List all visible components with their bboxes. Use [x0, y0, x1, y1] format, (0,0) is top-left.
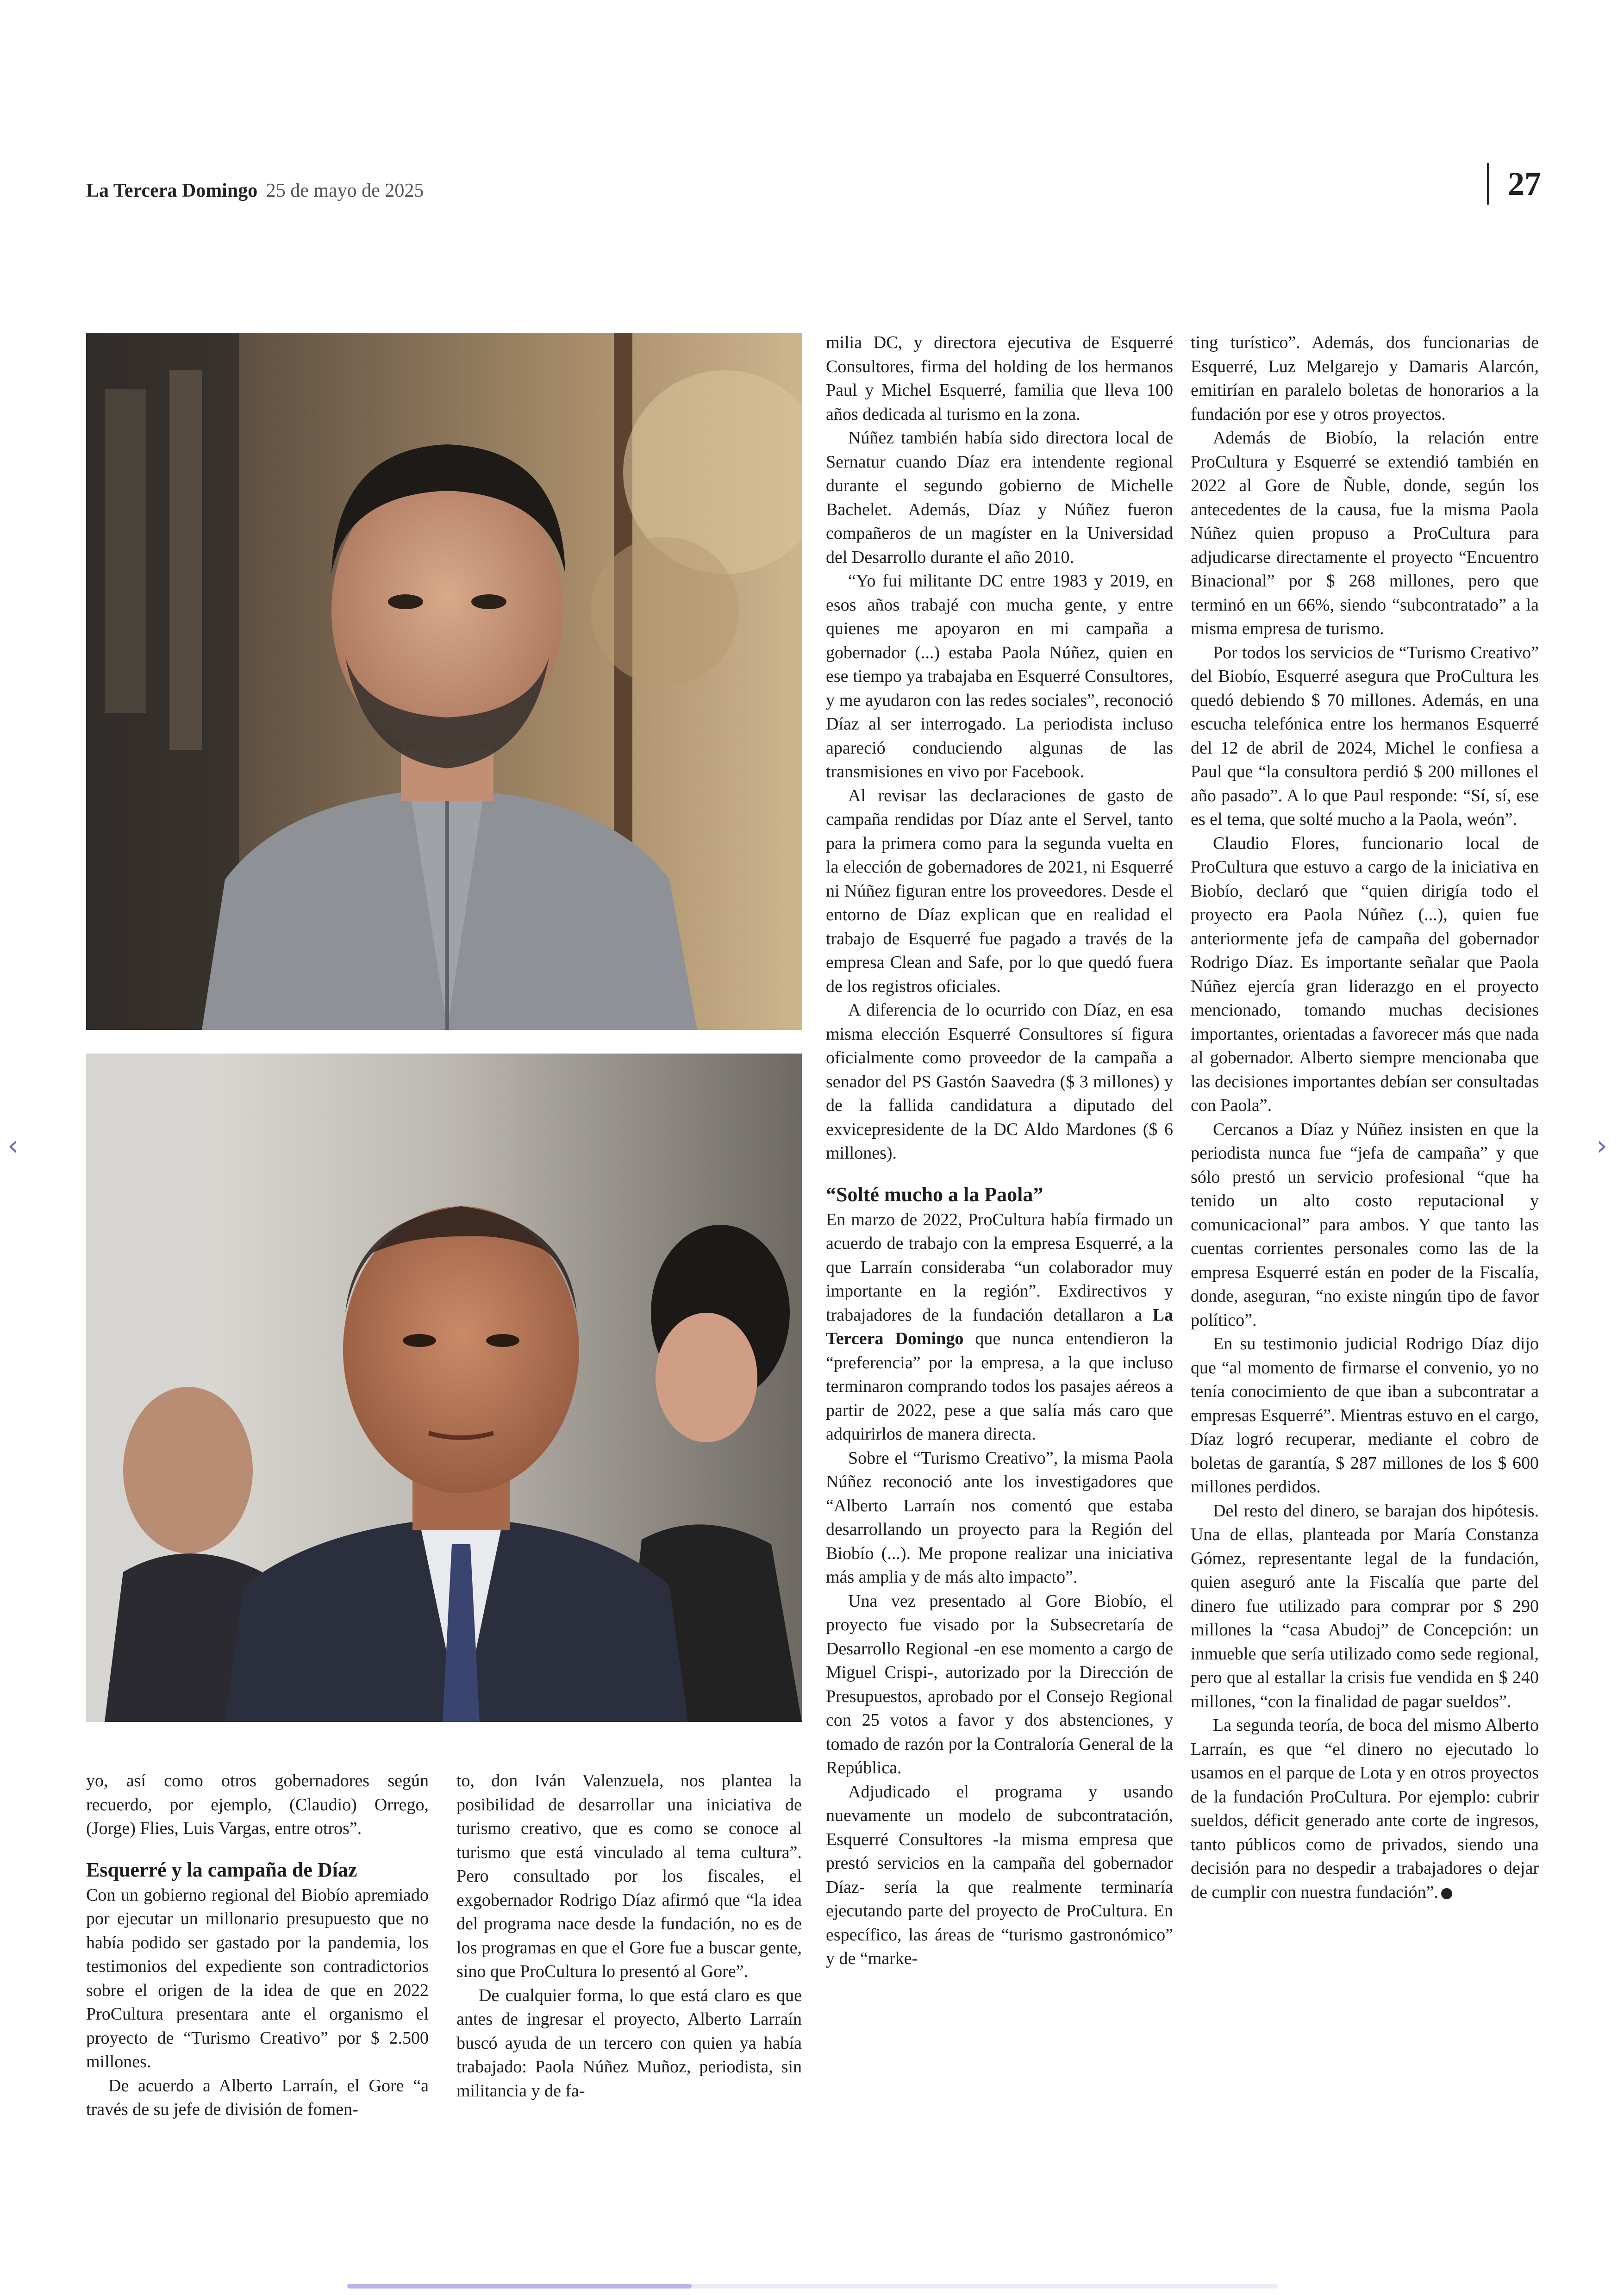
article-column-4 — [1191, 331, 1539, 1904]
end-of-article-icon — [1441, 1888, 1452, 1899]
issue-date: 25 de mayo de 2025 — [266, 180, 424, 201]
publication-name: La Tercera Domingo — [86, 180, 258, 201]
paragraph: De cualquier forma, lo que está claro es que antes de ingresar el proyecto, Alberto Larraín buscó ayuda de un tercero con quien ya había trabajado: Paola Núñez Muñoz, periodista, sin militancia y de fa- — [456, 1985, 802, 2101]
text-run: En marzo de 2022, ProCultura había firmado un acuerdo de trabajo con la empresa Esquerré, a la que Larraín consideraba “un colaborador muy importante en la región”. Exdirectivos y trabajadores de la fundación detallaron a — [826, 1210, 1173, 1325]
paragraph: Claudio Flores, funcionario local de ProCultura que estuvo a cargo de la iniciativa en Biobío, declaró que “quien dirigía todo el proyecto era Paola Núñez (...), quien fue anteriormente jefa de campaña del gobernador Rodrigo Díaz. Es importante señalar que Paola Núñez ejercía gran liderazgo en el proyecto mencionado, tomando muchas decisiones importantes, orientadas a favorecer más que nada al gobernador. Alberto siempre mencionaba que las decisiones importantes debían ser consultadas con Paola”. — [1191, 833, 1539, 1115]
previous-page-icon[interactable]: ‹ — [7, 1129, 19, 1162]
page-header — [86, 180, 424, 202]
paragraph: ting turístico”. Además, dos funcionarias de Esquerré, Luz Melgarejo y Damaris Alarcón, emitirían en paralelo boletas de honorarios a la fundación por ese y otros proyectos. — [1191, 333, 1539, 424]
section-heading: Esquerré y la campaña de Díaz — [86, 1858, 357, 1881]
photo-portrait-man-suit — [86, 1054, 802, 1722]
paragraph: Por todos los servicios de “Turismo Creativo” del Biobío, Esquerré asegura que ProCultura les quedó debiendo $ 70 millones. Además, en una escucha telefónica entre los hermanos Esquerré del 12 de abril de 2024, Michel le confiesa a Paul que “la consultora perdió $ 200 millones el año pasado”. A lo que Paul responde: “Sí, sí, ese es el tema, que solté mucho a la Paola, weón”. — [1191, 642, 1539, 829]
paragraph: En su testimonio judicial Rodrigo Díaz dijo que “al momento de firmarse el convenio, yo no tenía conocimiento de que iban a subcontratar a empresas Esquerré”. Mientras estuvo en el cargo, Díaz logró recuperar, mediante el cobro de boletas de garantía, $ 287 millones de los $ 600 millones perdidos. — [1191, 1334, 1539, 1497]
paragraph: Además de Biobío, la relación entre ProCultura y Esquerré se extendió también en 2022 al Gore de Ñuble, donde, según los antecedentes de la causa, fue la misma Paola Núñez quien propuso a ProCultura para adjudicarse directamente el proyecto “Encuentro Binacional” por $ 268 millones, pero que terminó en un 66%, siendo “subcontratado” a la misma empresa de turismo. — [1191, 428, 1539, 638]
photo-portrait-man-grey-sweater — [86, 333, 802, 1030]
page-scroll-progress[interactable] — [347, 2284, 1278, 2289]
paragraph: Sobre el “Turismo Creativo”, la misma Paola Núñez reconoció ante los investigadores que “Alberto Larraín nos comentó que estaba desarrollando un proyecto para la Región del Biobío (...). Me propone realizar una iniciativa más amplia y de más alto impacto”. — [826, 1448, 1173, 1587]
paragraph: Núñez también había sido directora local de Sernatur cuando Díaz era intendente regional durante el segundo gobierno de Michelle Bachelet. Además, Díaz y Núñez fueron compañeros de un magíster en la Universidad del Desarrollo durante el año 2010. — [826, 428, 1173, 567]
publication-mention: La Tercera Domingo — [826, 1305, 1173, 1348]
paragraph: Cercanos a Díaz y Núñez insisten en que la periodista nunca fue “jefa de campaña” y que sólo prestó un servicio profesional “que ha tenido un alto costo reputacional y comunicacional” para ambos. Y que tanto las cuentas corrientes personales como las de la empresa Esquerré están en poder de la Fiscalía, donde, aseguran, “no existe ningún tipo de favor político”. — [1191, 1119, 1539, 1330]
paragraph: milia DC, y directora ejecutiva de Esquerré Consultores, firma del holding de los hermanos Paul y Michel Esquerré, familia que lleva 100 años dedicada al turismo en la zona. — [826, 333, 1173, 424]
article-column-2 — [456, 1769, 802, 2103]
paragraph: Adjudicado el programa y usando nuevamente un modelo de subcontratación, Esquerré Consultores -la misma empresa que prestó servicios en la campaña del gobernador Díaz- sería la que realmente terminaría ejecutando parte del proyecto de ProCultura. En específico, las áreas de “turismo gastronómico” y de “marke- — [826, 1782, 1173, 1968]
paragraph: Con un gobierno regional del Biobío apremiado por ejecutar un millonario presupuesto que no había podido ser gastado por la pandemia, los testimonios del expediente son contradictorios sobre el origen de la idea de que en 2022 ProCultura presentara ante el organismo el proyecto de “Turismo Creativo” por $ 2.500 millones. — [86, 1885, 429, 2071]
text-run: que nunca entendieron la “preferencia” por la empresa, a la que incluso terminaron comprando todos los pasajes aéreos a partir de 2022, pese a que salía más caro que adquirirlos de manera directa. — [826, 1329, 1173, 1444]
paragraph: A diferencia de lo ocurrido con Díaz, en esa misma elección Esquerré Consultores sí figura oficialmente como proveedor de la campaña a senador del PS Gastón Saavedra ($ 3 millones) y de la fallida candidatura a diputado del exvicepresidente de la DC Aldo Mardones ($ 6 millones). — [826, 1000, 1173, 1163]
page-scroll-progress-fill — [347, 2284, 692, 2289]
paragraph: Al revisar las declaraciones de gasto de campaña rendidas por Díaz ante el Servel, tanto para la primera como para la segunda vuelta en la elección de gobernadores de 2021, ni Esquerré ni Núñez figuran entre los proveedores. Desde el entorno de Díaz explican que en realidad el trabajo de Esquerré fue pagado a través de la empresa Clean and Safe, por lo que quedó fuera de los registros oficiales. — [826, 786, 1173, 996]
paragraph: “Yo fui militante DC entre 1983 y 2019, en esos años trabajé con mucha gente, y entre quienes me apoyaron en mi campaña a gobernador (...) estaba Paola Núñez, quien en ese tiempo ya trabajaba en Esquerré Consultores, y me ayudaron con las redes sociales”, reconoció Díaz al ser interrogado. La periodista incluso apareció conduciendo algunas de las transmisiones en vivo por Facebook. — [826, 571, 1173, 781]
paragraph — [1191, 1714, 1539, 1904]
paragraph — [826, 1208, 1173, 1447]
page-number: 27 — [1487, 163, 1541, 205]
article-column-1 — [86, 1769, 429, 2122]
section-heading: “Solté mucho a la Paola” — [826, 1183, 1043, 1206]
paragraph: to, don Iván Valenzuela, nos plantea la posibilidad de desarrollar una iniciativa de turismo creativo, que es como se conoce al turismo que está vinculado al tema cultura”. Pero consultado por los fiscales, el exgobernador Rodrigo Díaz afirmó que “la idea del programa nace desde la fundación, no es de los programas en que el Gore fue a buscar gente, sino que ProCultura lo presentó al Gore”. — [456, 1771, 802, 1981]
paragraph: Una vez presentado al Gore Biobío, el proyecto fue visado por la Subsecretaría de Desarrollo Regional -en ese momento a cargo de Miguel Crispi-, autorizado por la Dirección de Presupuestos, aprobado por el Consejo Regional con 25 votos a favor y dos abstenciones, y tomado de razón por la Contraloría General de la República. — [826, 1591, 1173, 1777]
paragraph: De acuerdo a Alberto Larraín, el Gore “a través de su jefe de división de fomen- — [86, 2076, 429, 2119]
article-column-3 — [826, 331, 1173, 1971]
next-page-icon[interactable]: › — [1596, 1129, 1607, 1162]
paragraph: yo, así como otros gobernadores según recuerdo, por ejemplo, (Claudio) Orrego, (Jorge) Flies, Luis Vargas, entre otros”. — [86, 1771, 429, 1838]
paragraph: Del resto del dinero, se barajan dos hipótesis. Una de ellas, planteada por María Constanza Gómez, representante legal de la fundación, quien aseguró ante la Fiscalía que parte del dinero fue utilizado para comprar por $ 290 millones la “casa Abudoj” de Concepción: un inmueble que sería utilizado como sede regional, pero que al estallar la crisis fue vendida en $ 240 millones, “con la finalidad de pagar sueldos”. — [1191, 1501, 1539, 1711]
text-run: La segunda teoría, de boca del mismo Alberto Larraín, es que “el dinero no ejecutado lo usamos en el parque de Lota y en otros proyectos de la fundación ProCultura. Por ejemplo: cubrir sueldos, déficit generado ante corte de ingresos, tanto públicos como de privados, siendo una decisión para no despedir a trabajadores o dejar de cumplir con nuestra fundación”. — [1191, 1715, 1539, 1902]
